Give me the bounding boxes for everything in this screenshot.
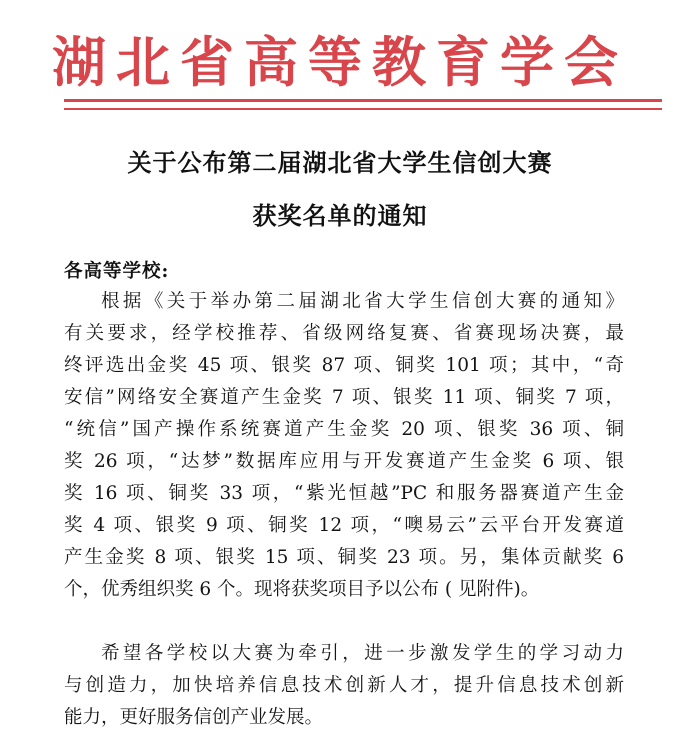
paragraph-line: 奖 26 项，“达梦”数据库应用与开发赛道产生金奖 6 项、银 bbox=[64, 451, 624, 472]
salutation: 各高等学校: bbox=[64, 261, 170, 282]
paragraph-line: 个，优秀组织奖 6 个。现将获奖项目予以公布 ( 见附件)。 bbox=[64, 579, 540, 600]
paragraph-line: 与创造力，加快培养信息技术创新人才，提升信息技术创新 bbox=[64, 675, 624, 696]
paragraph-line: “统信”国产操作系统赛道产生金奖 20 项、银奖 36 项、铜 bbox=[64, 419, 624, 440]
body-paragraph-1 bbox=[64, 286, 624, 606]
document-title-line-2: 获奖名单的通知 bbox=[252, 201, 428, 230]
letterhead-thin-rule bbox=[64, 108, 662, 110]
paragraph-line: 奖 4 项、银奖 9 项、铜奖 12 项，“噢易云”云平台开发赛道 bbox=[64, 515, 624, 536]
paragraph-line: 希望各学校以大赛为牵引，进一步激发学生的学习动力 bbox=[101, 643, 624, 664]
organization-letterhead: 湖北省高等教育学会 bbox=[52, 30, 628, 94]
body-paragraph-2 bbox=[64, 638, 624, 734]
paragraph-line: 根据《关于举办第二届湖北省大学生信创大赛的通知》 bbox=[101, 291, 624, 312]
paragraph-line: 奖 16 项、铜奖 33 项，“紫光恒越”PC 和服务器赛道产生金 bbox=[64, 483, 624, 504]
paragraph-line: 安信”网络安全赛道产生金奖 7 项、银奖 11 项、铜奖 7 项， bbox=[64, 387, 624, 408]
paragraph-line: 产生金奖 8 项、银奖 15 项、铜奖 23 项。另，集体贡献奖 6 bbox=[64, 547, 624, 568]
paragraph-line: 终评选出金奖 45 项、银奖 87 项、铜奖 101 项；其中，“奇 bbox=[64, 355, 624, 376]
paragraph-line: 能力，更好服务信创产业发展。 bbox=[64, 707, 324, 728]
document-title-line-1: 关于公布第二届湖北省大学生信创大赛 bbox=[127, 148, 553, 177]
letterhead-thick-rule bbox=[64, 99, 662, 102]
paragraph-line: 有关要求，经学校推荐、省级网络复赛、省赛现场决赛，最 bbox=[64, 323, 624, 344]
